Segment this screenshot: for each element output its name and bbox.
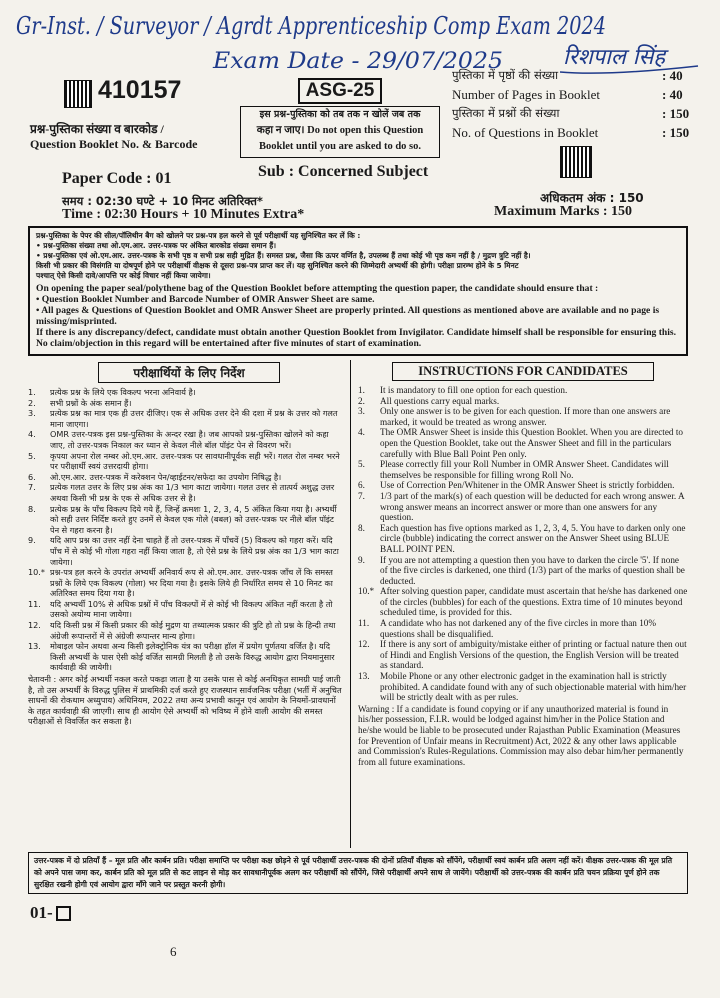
instruction-item	[28, 482, 344, 503]
instruction-text: यदि अभ्यर्थी 10% से अधिक प्रश्नों में पाँच विकल्पों में से कोई भी विकल्प अंकित नहीं करता है तो उसको अयोग्य माना जायेगा।	[50, 598, 333, 620]
instruction-item	[28, 398, 344, 409]
instruction-number: 12.	[28, 620, 41, 631]
subject: Sub : Concerned Subject	[258, 163, 429, 180]
page-number: 6	[170, 944, 177, 959]
english-instruction-list	[358, 385, 688, 703]
notice-hindi-5: पश्चात् ऐसे किसी दावे/आपत्ति पर कोई विचार नहीं किया जायेगा।	[36, 271, 211, 280]
instruction-number: 3.	[358, 406, 365, 417]
instruction-item	[28, 599, 344, 620]
instruction-number: 12.	[358, 639, 370, 650]
instruction-text: प्रत्येक गलत उत्तर के लिए प्रश्न अंक का 1/3 भाग काटा जायेगा। गलत उत्तर से तात्पर्य अशुद्ध उत्तर अथवा किसी भी प्रश्न के एक से अधिक उत्तर से है।	[50, 482, 335, 503]
instruction-number: 6.	[358, 480, 365, 491]
booklet-label-hindi: प्रश्न-पुस्तिका संख्या व बारकोड /	[30, 122, 164, 136]
notice-english-1: On opening the paper seal/polythene bag of the Question Booklet before attempting the question paper, the candidate should ensure that :	[36, 283, 599, 294]
questions-value-hindi: : 150	[662, 106, 690, 121]
instruction-number: 4.	[358, 427, 365, 438]
instruction-item	[358, 555, 688, 587]
instruction-text: The OMR Answer Sheet is inside this Question Booklet. When you are directed to open the Question Booklet, take out the Answer Sheet and fill in the particulars carefully with Blue Ball Point Pen only.	[380, 427, 683, 459]
square-icon	[56, 906, 71, 921]
notice-hindi-3: • प्रश्न-पुस्तिका एवं ओ.एम.आर. उत्तर-पत्रक के सभी पृष्ठ व सभी प्रश्न सही मुद्रित हैं। समस्त प्रश्न, जैसा कि ऊपर वर्णित है, उपलब्ध हैं तथा कोई भी पृष्ठ कम नहीं है / मुद्रण त्रुटि नहीं है।	[36, 251, 531, 260]
booklet-label-english: Question Booklet No. & Barcode	[30, 137, 198, 151]
instruction-number: 8.	[358, 522, 365, 533]
instruction-number: 2.	[28, 397, 36, 408]
open-note-mixed: कहा न जाए। Do not open this Question	[256, 125, 424, 136]
instruction-number: 6.	[28, 471, 36, 482]
pages-label-english: Number of Pages in Booklet	[452, 87, 601, 102]
instruction-number: 1.	[358, 385, 365, 395]
instruction-item	[28, 620, 344, 641]
instruction-item	[358, 491, 688, 523]
instruction-text: OMR उत्तर-पत्रक इस प्रश्न-पुस्तिका के अन्दर रखा है। जब आपको प्रश्न-पुस्तिका खोलने को कहा जाए, तो उत्तर-पत्रक निकाल कर ध्यान से केवल नीले बॉल पॉइंट पेन से विवरण भरें।	[50, 429, 329, 450]
instruction-text: It is mandatory to fill one option for each question.	[380, 385, 568, 395]
pre-exam-notice	[28, 226, 688, 356]
instruction-item	[28, 641, 344, 673]
instruction-number: 7.	[358, 490, 365, 501]
instruction-item	[358, 586, 688, 618]
instruction-text: Use of Correction Pen/Whitener in the OMR Answer Sheet is strictly forbidden.	[380, 480, 675, 491]
instruction-text: प्रश्न-पत्र हल करने के उपरांत अभ्यर्थी अनिवार्य रूप से ओ.एम.आर. उत्तर-पत्रक जाँच लें कि समस्त प्रश्नों के लिये एक विकल्प (गोला) भर दिया गया है। इसके लिये ही निर्धारित समय से 10 मिनट का अतिरिक्त समय दिया गया है।	[50, 567, 333, 599]
instruction-text: प्रत्येक प्रश्न के पाँच विकल्प दिये गये हैं, जिन्हें क्रमशः 1, 2, 3, 4, 5 अंकित किया गया है। अभ्यर्थी को सही उत्तर निर्दिष्ट करते हुए उनमें से केवल एक गोले (बबल) को उत्तर-पत्रक पर नीले बॉल पॉइंट पेन से गहरा करना है।	[50, 503, 337, 535]
instruction-number: 10.*	[28, 567, 45, 578]
pages-label-hindi: पुस्तिका में पृष्ठों की संख्या	[452, 68, 559, 82]
instruction-item	[358, 639, 688, 671]
open-note-english: Booklet until you are asked to do so.	[259, 141, 421, 152]
instruction-text: If you are not attempting a question then you have to darken the circle '5'. If none of the five circles is darkened, one third (1/3) part of the marks of question shall be deducted.	[380, 554, 685, 586]
instruction-item	[358, 480, 688, 491]
instruction-text: यदि किसी प्रश्न में किसी प्रकार की कोई मुद्रण या तथ्यात्मक प्रकार की त्रुटि हो तो प्रश्न के हिन्दी तथा अंग्रेजी रूपान्तरों में से अंग्रेजी रूपान्तर मान्य होगा।	[50, 620, 336, 641]
instruction-number: 1.	[28, 387, 36, 397]
instruction-number: 7.	[28, 482, 36, 493]
instruction-text: प्रत्येक प्रश्न के लिये एक विकल्प भरना अनिवार्य है।	[50, 387, 196, 397]
english-warning: Warning : If a candidate is found copying or if any unauthorized material is found in his/her possession, F.I.R. would be lodged against him/her in the Police Station and he/she would be liable to be prosecuted under Rajasthan Public Examination (Measures for Prevention of Unfair means in Recruitment) Act, 2022 & any other laws applicable and Commission's Rules-Regulations. Commission may also debar him/her permanently from all future examinations.	[358, 703, 684, 767]
questions-label-english: No. of Questions in Booklet	[452, 125, 599, 140]
instruction-text: All questions carry equal marks.	[380, 395, 500, 406]
instruction-text: Mobile Phone or any other electronic gadget in the examination hall is strictly prohibited. A candidate found with any of such objectionable material with him/her will be strictly dealt with as per rules.	[380, 671, 687, 703]
instruction-item	[358, 385, 688, 396]
booklet-serial-number: 410157	[98, 76, 182, 104]
instruction-text: Only one answer is to be given for each question. If more than one answers are marked, it would be treated as wrong answer.	[380, 406, 671, 427]
series-code-text: 01-	[30, 903, 53, 922]
instruction-number: 11.	[358, 618, 370, 629]
instruction-number: 8.	[28, 503, 36, 514]
instruction-text: कृपया अपना रोल नम्बर ओ.एम.आर. उत्तर-पत्रक पर सावधानीपूर्वक सही भरें। गलत रोल नम्बर भरने पर परीक्षार्थी स्वयं उत्तरदायी होगा।	[50, 450, 340, 472]
instruction-item	[358, 671, 688, 703]
marks-english: Maximum Marks : 150	[494, 204, 633, 219]
pages-value-english: : 40	[662, 87, 683, 102]
footer-carbon-copy-note: उत्तर-पत्रक में दो प्रतियाँ हैं – मूल प्रति और कार्बन प्रति। परीक्षा समाप्ति पर परीक्षा कक्ष छोड़ने से पूर्व परीक्षार्थी उत्तर-पत्रक की दोनों प्रतियाँ वीक्षक को सौंपेंगे, परीक्षार्थी स्वयं कार्बन प्रति अलग नहीं करें। वीक्षक उत्तर-पत्रक की मूल प्रति को अपने पास जमा कर, कार्बन प्रति को मूल प्रति से कट लाइन से मोड़ कर सावधानीपूर्वक अलग कर परीक्षार्थी को सौंपेंगे, जिसे परीक्षार्थी अपने साथ ले जायेंगे। परीक्षार्थी को उत्तर-पत्रक की कार्बन प्रति चयन प्रक्रिया पूर्ण होने तक सुरक्षित रखनी होगी एवं आयोग द्वारा माँगे जाने पर प्रस्तुत करनी होगी।	[28, 852, 688, 894]
notice-english-4: If there is any discrepancy/defect, candidate must obtain another Question Booklet from Invigilator. Candidate himself shall be responsible for ensuring this. No claim/objection in this regard will be entertained after five minutes of start of examination.	[36, 327, 677, 349]
instruction-item	[28, 429, 344, 450]
instruction-text: ओ.एम.आर. उत्तर-पत्रक में करेक्शन पेन/व्हाईटनर/सफेदा का उपयोग निषिद्ध है।	[50, 471, 282, 482]
instruction-number: 2.	[358, 395, 365, 406]
instruction-text: 1/3 part of the mark(s) of each question will be deducted for each wrong answer. A wrong answer means an incorrect answer or more than one answers for any question.	[380, 490, 685, 523]
pages-value-hindi: : 40	[662, 68, 683, 83]
instruction-item	[28, 408, 344, 429]
instruction-item	[358, 523, 688, 555]
hindi-warning: चेतावनी : अगर कोई अभ्यर्थी नकल करते पकड़ा जाता है या उसके पास से कोई अनधिकृत सामग्री पाई जाती है, तो उस अभ्यर्थी के विरुद्ध पुलिस में प्राथमिकी दर्ज करते हुए राजस्थान सार्वजनिक परीक्षा (भर्ती में अनुचित साधनों की रोकथाम अध्युपाय) अधिनियम, 2022 तथा अन्य प्रभावी कानून एवं आयोग के नियमों-प्रावधानों के तहत कार्यवाही की जाएगी। साथ ही आयोग ऐसे अभ्यर्थी को भविष्य में होने वाली आयोग की समस्त परीक्षाओं से विवर्जित कर सकता है।	[28, 674, 342, 727]
instruction-item	[28, 387, 344, 398]
notice-hindi-2: • प्रश्न-पुस्तिका संख्या तथा ओ.एम.आर. उत्तर-पत्रक पर अंकित बारकोड संख्या समान हैं।	[36, 241, 277, 250]
instruction-text: मोबाइल फोन अथवा अन्य किसी इलेक्ट्रोनिक यंत्र का परीक्षा हॉल में प्रयोग पूर्णतया वर्जित है। यदि किसी अभ्यर्थी के पास ऐसी कोई वर्जित सामग्री मिलती है तो उसके विरुद्ध आयोग द्वारा नियमानुसार कार्यवाही की जायेगी।	[50, 641, 335, 673]
english-instructions-column	[358, 360, 688, 848]
instruction-number: 13.	[358, 671, 370, 682]
instruction-item	[28, 472, 344, 483]
instruction-number: 3.	[28, 408, 36, 419]
instruction-number: 4.	[28, 429, 36, 440]
instruction-number: 13.	[28, 641, 41, 652]
qr-code-icon	[560, 146, 592, 178]
hindi-instruction-list	[28, 387, 350, 673]
instruction-item	[358, 459, 688, 480]
instruction-text: Each question has five options marked as 1, 2, 3, 4, 5. You have to darken only one circle (bubble) indicating the correct answer on the Answer Sheet using BLUE BALL POINT PEN.	[380, 522, 686, 554]
instruction-number: 9.	[28, 535, 36, 546]
instruction-text: यदि आप प्रश्न का उत्तर नहीं देना चाहते हैं तो उत्तर-पत्रक में पाँचवें (5) विकल्प को गहरा करें। यदि पाँच में से कोई भी गोला गहरा नहीं किया जाता है, तो ऐसे प्रश्न के लिये प्रश्न अंक का 1/3 भाग काटा जायेगा।	[50, 535, 339, 567]
do-not-open-notice	[240, 106, 440, 158]
instruction-number: 10.*	[358, 586, 375, 597]
instruction-number: 5.	[358, 459, 365, 470]
paper-code: Paper Code : 01	[62, 170, 172, 187]
instruction-text: A candidate who has not darkened any of the five circles in more than 10% questions shall be disqualified.	[380, 618, 657, 639]
instruction-item	[358, 406, 688, 427]
time-hindi: समय : 02:30 घण्टे + 10 मिनट अतिरिक्त*	[62, 194, 263, 208]
instructions-section	[28, 360, 688, 848]
marks-hindi: अधिकतम अंक : 150	[540, 191, 644, 205]
notice-hindi-1: प्रश्न-पुस्तिका के पेपर की सील/पॉलिथीन बैग को खोलने पर प्रश्न-पत्र हल करने से पूर्व परीक्षार्थी यह सुनिश्चित कर लें कि :	[36, 231, 361, 240]
instruction-item	[358, 618, 688, 639]
instruction-item	[358, 427, 688, 459]
instruction-number: 5.	[28, 450, 36, 461]
instruction-text: After solving question paper, candidate must ascertain that he/she has darkened one of the circles (bubbles) for each of the questions. Extra time of 10 minutes beyond scheduled time, is provided for this.	[380, 586, 688, 618]
instruction-text: If there is any sort of ambiguity/mistake either of printing or factual nature then out of Hindi and English Versions of the question, the English Version will be treated as standard.	[380, 639, 687, 671]
open-note-hindi: इस प्रश्न-पुस्तिका को तब तक न खोलें जब तक	[259, 109, 421, 120]
instruction-item	[28, 567, 344, 599]
notice-english-2: • Question Booklet Number and Barcode Number of OMR Answer Sheet are same.	[36, 294, 375, 305]
booklet-stats	[452, 66, 702, 142]
handwritten-line-2: Exam Date - 29/07/2025	[211, 49, 503, 74]
instruction-number: 11.	[28, 598, 41, 609]
english-instructions-heading: INSTRUCTIONS FOR CANDIDATES	[392, 362, 654, 381]
instruction-text: सभी प्रश्नों के अंक समान हैं।	[50, 397, 132, 408]
hindi-instructions-column	[28, 360, 351, 848]
handwritten-signature: रिशपाल सिंह	[563, 45, 666, 70]
asg-code: ASG-25	[298, 78, 382, 104]
series-code	[30, 903, 71, 923]
time-english: Time : 02:30 Hours + 10 Minutes Extra*	[62, 207, 305, 222]
instruction-item	[28, 451, 344, 472]
hindi-instructions-heading: परीक्षार्थियों के लिए निर्देश	[98, 362, 280, 383]
questions-label-hindi: पुस्तिका में प्रश्नों की संख्या	[452, 106, 560, 120]
instruction-item	[358, 396, 688, 407]
instruction-text: प्रत्येक प्रश्न का मात्र एक ही उत्तर दीजिए। एक से अधिक उत्तर देने की दशा में प्रश्न के उत्तर को गलत माना जाएगा।	[50, 408, 338, 429]
handwritten-line-1: Gr-Inst. / Surveyor / Agrdt Apprenticeship Comp Exam 2024	[16, 12, 606, 40]
instruction-text: Please correctly fill your Roll Number in OMR Answer Sheet. Candidates will themselves be responsible for filling wrong Roll No.	[380, 459, 669, 480]
notice-hindi-4: किसी भी प्रकार की विसंगति या दोषपूर्ण होने पर परीक्षार्थी वीक्षक से दूसरा प्रश्न-पत्र प्राप्त कर लें। यह सुनिश्चित करने की जिम्मेदारी अभ्यर्थी की होगी। परीक्षा प्रारम्भ होने के 5 मिनट	[36, 261, 519, 270]
qr-barcode-icon	[64, 80, 92, 108]
instruction-item	[28, 535, 344, 567]
instruction-number: 9.	[358, 554, 365, 565]
notice-english-3: • All pages & Questions of Question Booklet and OMR Answer Sheet are properly printed. All questions as mentioned above are available and no page is missing/misprinted.	[36, 305, 660, 327]
instruction-item	[28, 504, 344, 536]
questions-value-english: : 150	[662, 125, 690, 140]
